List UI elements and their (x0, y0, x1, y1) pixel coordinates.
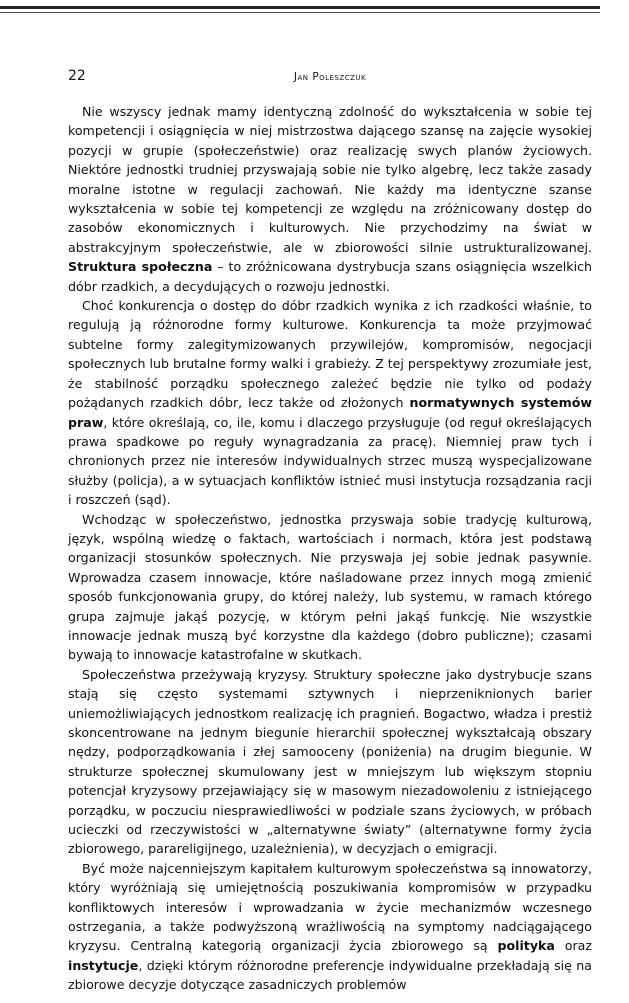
text-run: Nie wszyscy jednak mamy identyczną zdolność do wykształcenia w sobie tej kompetencji i osiągnięcia w niej mistrzostwa dającego szansę na zajęcie wysokiej pozycji w grupie (społeczeństwie) oraz realizację swych planów życiowych. Niektóre jednostki trudniej przyswajają sobie nie tylko algebrę, lecz także zasady moralne istotne w regulacji zachowań. Nie każdy ma identyczne szanse wykształcenia w sobie tej kompetencji ze względu na zróżnicowany dostęp do zasobów ekonomicznych i kulturowych. Nie przychodzimy na świat w abstrakcyjnym społeczeństwie, ale w zbiorowości silnie ustrukturalizowanej. (68, 104, 592, 255)
text-run: oraz (554, 938, 592, 954)
text-run: , które określają, co, ile, komu i dlaczego przysługuje (od reguł określających prawa spadkowe po reguły wynagradzania za pracę). Niemniej praw tych i chronionych przez nie interesów indywidualnych strzec muszą wyspecjalizowane służby (policja), a w sytuacjach konfliktów istnieć musi instytucja rozsądzania racji i roszczeń (sąd). (68, 414, 592, 508)
page-number: 22 (68, 68, 86, 84)
bold-term: polityka (497, 938, 555, 954)
paragraph (68, 296, 592, 509)
text-run: Być może najcenniejszym kapitałem kulturowym społeczeństwa są innowatorzy, który wyróżniają się umiejętnością poszukiwania kompromisów w przypadku konfliktowych interesów i wprowadzania w życie mechanizmów wczesnego ostrzegania, a także podwyższoną wrażliwością na symptomy nadciągającego kryzysu. Centralną kategorią organizacji życia zbiorowego są (68, 860, 592, 954)
bold-term: normatywnych systemów praw (68, 395, 592, 430)
running-head: Jan Poleszczuk (293, 71, 367, 83)
text-run: Społeczeństwa przeżywają kryzysy. Struktury społeczne jako dystrybucje szans stają się często systemami sztywnych i nieprzeniknionych barier uniemożliwiających jednostkom realizację ich pragnień. Bogactwo, władza i prestiż skoncentrowane na jednym biegunie hierarchii społecznej wykształcają obszary nędzy, podporządkowania i złej samooceny (poniżenia) na drugim biegunie. W strukturze społecznej skumulowany jest w mniejszym lub większym stopniu potencjał kryzysowy przejawiający się w masowym niezadowoleniu z istniejącego porządku, w poczuciu niesprawiedliwości w podziale szans życiowych, w próbach ucieczki od rzeczywistości w „alternatywne światy” (alternatywne formy życia zbiorowego, parareligijnego, uzależnienia), w decyzjach o emigracji. (68, 666, 592, 857)
paragraph (68, 510, 592, 665)
paragraph (68, 665, 592, 859)
text-run: – to zróżnicowana dystrybucja szans osiągnięcia wszelkich dóbr rzadkich, a decydujących o rozwoju jednostki. (68, 259, 592, 294)
paragraph (68, 102, 592, 296)
top-rule (0, 6, 600, 9)
text-run: , dzięki którym różnorodne preferencje indywidualne przekładają się na zbiorowe decyzje dotyczące zasadniczych problemów (68, 957, 592, 993)
paragraph (68, 859, 592, 995)
text-run: Wchodząc w społeczeństwo, jednostka przyswaja sobie tradycję kulturową, język, wspólną wiedzę o faktach, wartościach i normach, która jest podstawą organizacji stosunków społecznych. Nie przyswaja jej sobie jednak pasywnie. Wprowadza czasem innowacje, które naśladowane przez innych mogą zmienić sposób funkcjonowania grupy, do której należy, lub systemu, w ramach którego grupa zajmuje jakąś pozycję, w którym pełni jakąś funkcję. Nie wszystkie innowacje jednak muszą być korzystne dla każdego (dobro publiczne); czasami bywają to innowacje katastrofalne w skutkach. (68, 511, 592, 663)
page-header (68, 68, 592, 88)
body-text (68, 102, 592, 995)
bold-term: instytucje (68, 957, 139, 973)
text-run: Choć konkurencja o dostęp do dóbr rzadkich wynika z ich rzadkości właśnie, to regulują ją różnorodne formy kulturowe. Konkurencja ta może przyjmować subtelne formy zalegitymizowanych przywilejów, kompromisów, negocjacji społecznych lub brutalne formy walki i grabieży. Z tej perspektywy zrozumiałe jest, że stabilność porządku społecznego zależeć będzie nie tylko od podaży pożądanych rzadkich dóbr, lecz także od złożonych (68, 298, 592, 411)
bold-term: Struktura społeczna (68, 259, 213, 275)
top-rule-thin (0, 12, 600, 13)
